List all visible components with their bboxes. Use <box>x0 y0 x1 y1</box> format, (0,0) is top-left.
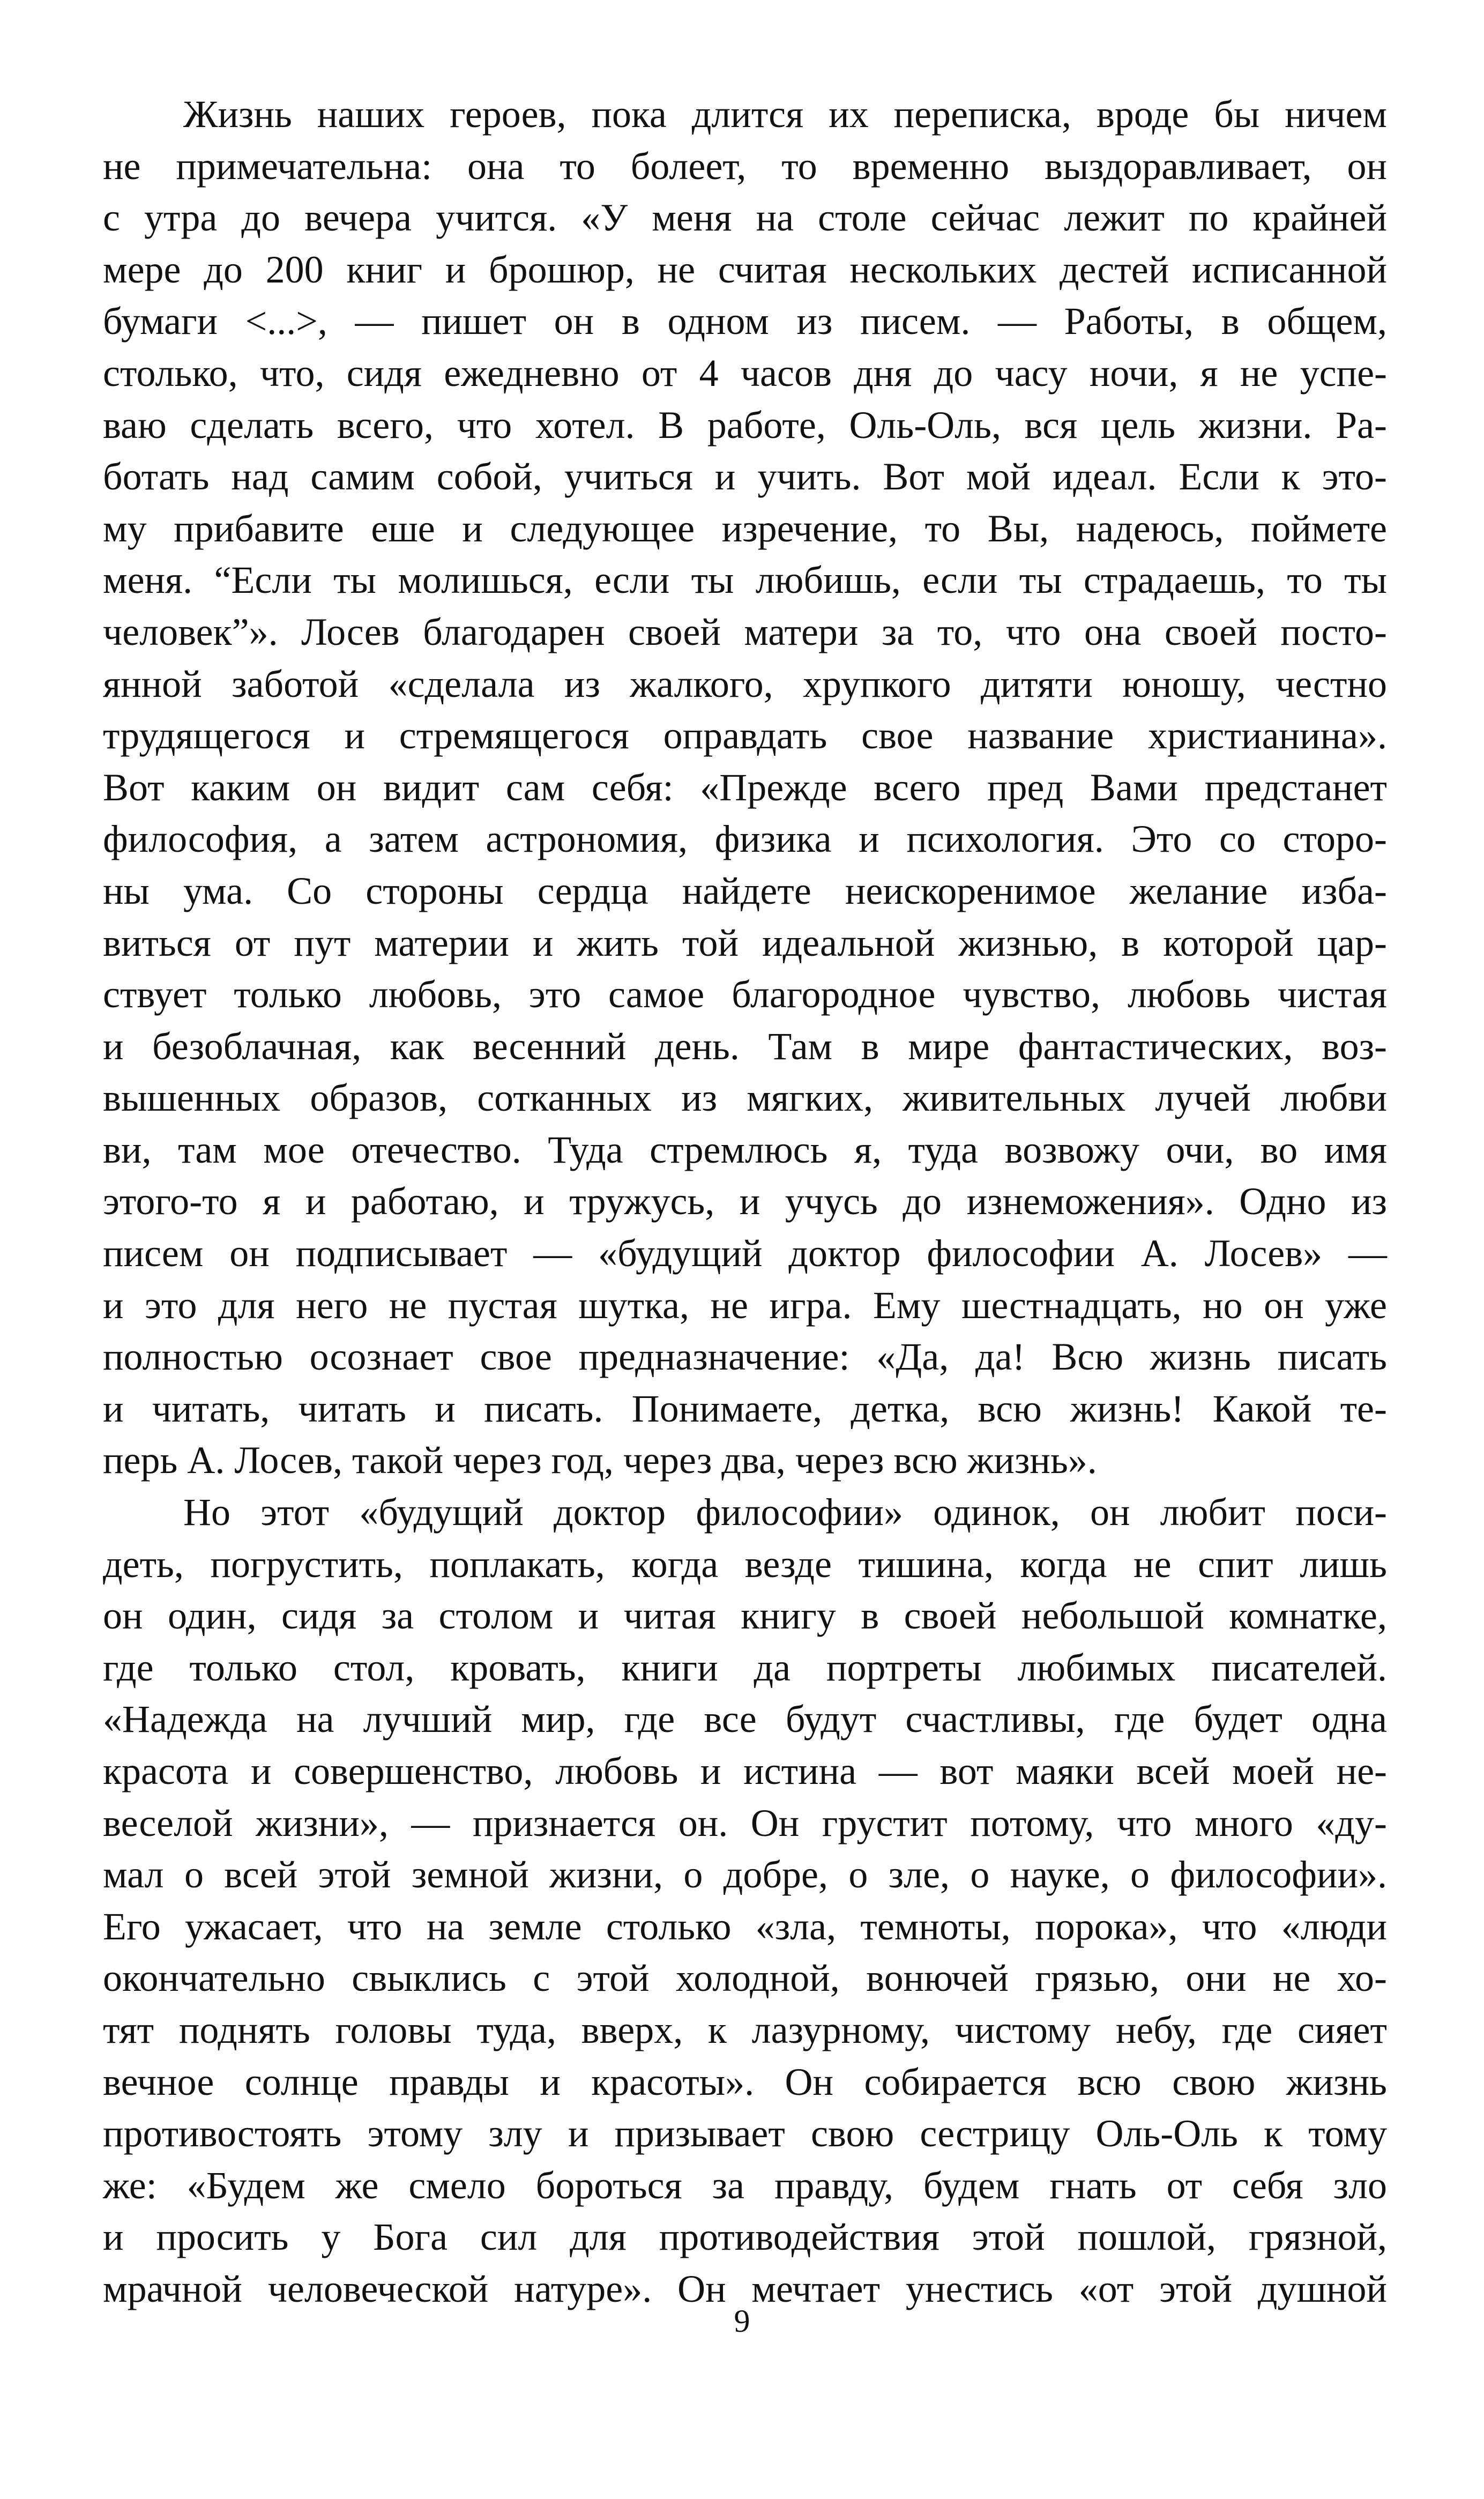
text-line: Его ужасает, что на земле столько «зла, темноты, порока», что «люди <box>103 1905 1387 1948</box>
paragraph <box>103 1486 1387 2315</box>
text-line: писем он подписывает — «будущий доктор философии А. Лосев» — <box>103 1232 1387 1275</box>
text-line: янной заботой «сделала из жалкого, хрупкого дитяти юношу, честно <box>103 662 1387 705</box>
text-line: противостоять этому злу и призывает свою сестрицу Оль-Оль к тому <box>103 2112 1387 2155</box>
text-line: человек”». Лосев благодарен своей матери за то, что она своей посто- <box>103 610 1387 653</box>
text-line: бумаги <...>, — пишет он в одном из писем. — Работы, в общем, <box>103 300 1387 343</box>
body-text <box>103 88 1387 2315</box>
text-line: ви, там мое отечество. Туда стремлюсь я, туда возвожу очи, во имя <box>103 1128 1387 1171</box>
text-line: полностью осознает свое предназначение: «Да, да! Всю жизнь писать <box>103 1335 1387 1379</box>
text-line: деть, погрустить, поплакать, когда везде тишина, когда не спит лишь <box>103 1542 1387 1586</box>
text-line: мал о всей этой земной жизни, о добре, о зле, о науке, о философии». <box>103 1853 1387 1896</box>
text-line: ствует только любовь, это самое благородное чувство, любовь чистая <box>103 973 1387 1016</box>
text-line: меня. “Если ты молишься, если ты любишь, если ты страдаешь, то ты <box>103 559 1387 602</box>
text-line: Но этот «будущий доктор философии» одинок, он любит поси- <box>183 1491 1387 1534</box>
text-line: и просить у Бога сил для противодействия этой пошлой, грязной, <box>103 2215 1387 2259</box>
text-line: виться от пут материи и жить той идеальной жизнью, в которой цар- <box>103 921 1387 964</box>
text-line: же: «Будем же смело бороться за правду, будем гнать от себя зло <box>103 2163 1387 2207</box>
text-line: ботать над самим собой, учиться и учить. Вот мой идеал. Если к это- <box>103 455 1387 499</box>
text-line: и читать, читать и писать. Понимаете, детка, всю жизнь! Какой те- <box>103 1387 1387 1430</box>
text-line: веселой жизни», — признается он. Он грустит потому, что много «ду- <box>103 1801 1387 1844</box>
text-line: «Надежда на лучший мир, где все будут счастливы, где будет одна <box>103 1698 1387 1741</box>
text-line: вышенных образов, сотканных из мягких, живительных лучей любви <box>103 1076 1387 1120</box>
text-line: му прибавите еше и следующее изречение, то Вы, надеюсь, поймете <box>103 507 1387 550</box>
text-line: где только стол, кровать, книги да портреты любимых писателей. <box>103 1646 1387 1689</box>
text-line: он один, сидя за столом и читая книгу в своей небольшой комнатке, <box>103 1594 1387 1638</box>
text-line: мере до 200 книг и брошюр, не считая нескольких дестей исписанной <box>103 248 1387 291</box>
text-line: трудящегося и стремящегося оправдать свое название христианина». <box>103 714 1387 757</box>
paragraph <box>103 88 1387 1486</box>
text-line: Жизнь наших героев, пока длится их переписка, вроде бы ничем <box>183 93 1387 136</box>
text-line: вечное солнце правды и красоты». Он собирается всю свою жизнь <box>103 2060 1387 2103</box>
text-line: не примечательна: она то болеет, то временно выздоравливает, он <box>103 144 1387 188</box>
text-line: перь А. Лосев, такой через год, через два, через всю жизнь». <box>103 1439 1097 1482</box>
text-line: и безоблачная, как весенний день. Там в мире фантастических, воз- <box>103 1024 1387 1068</box>
text-line: мрачной человеческой натуре». Он мечтает унестись «от этой душной <box>103 2267 1387 2310</box>
text-line: столько, что, сидя ежедневно от 4 часов дня до часу ночи, я не успе- <box>103 351 1387 395</box>
text-line: ны ума. Со стороны сердца найдете неискоренимое желание изба- <box>103 869 1387 912</box>
text-line: тят поднять головы туда, вверх, к лазурному, чистому небу, где сияет <box>103 2008 1387 2051</box>
text-line: красота и совершенство, любовь и истина — вот маяки всей моей не- <box>103 1750 1387 1793</box>
text-line: ваю сделать всего, что хотел. В работе, Оль-Оль, вся цель жизни. Ра- <box>103 403 1387 447</box>
text-line: с утра до вечера учится. «У меня на столе сейчас лежит по крайней <box>103 196 1387 240</box>
text-line: этого-то я и работаю, и тружусь, и учусь до изнеможения». Одно из <box>103 1180 1387 1223</box>
text-line: окончательно свыклись с этой холодной, вонючей грязью, они не хо- <box>103 1957 1387 2000</box>
text-line: философия, а затем астрономия, физика и психология. Это со сторо- <box>103 817 1387 861</box>
text-line: Вот каким он видит сам себя: «Прежде всего пред Вами предстанет <box>103 765 1387 809</box>
text-line: и это для него не пустая шутка, не игра. Ему шестнадцать, но он уже <box>103 1283 1387 1327</box>
page-number: 9 <box>734 2303 750 2339</box>
